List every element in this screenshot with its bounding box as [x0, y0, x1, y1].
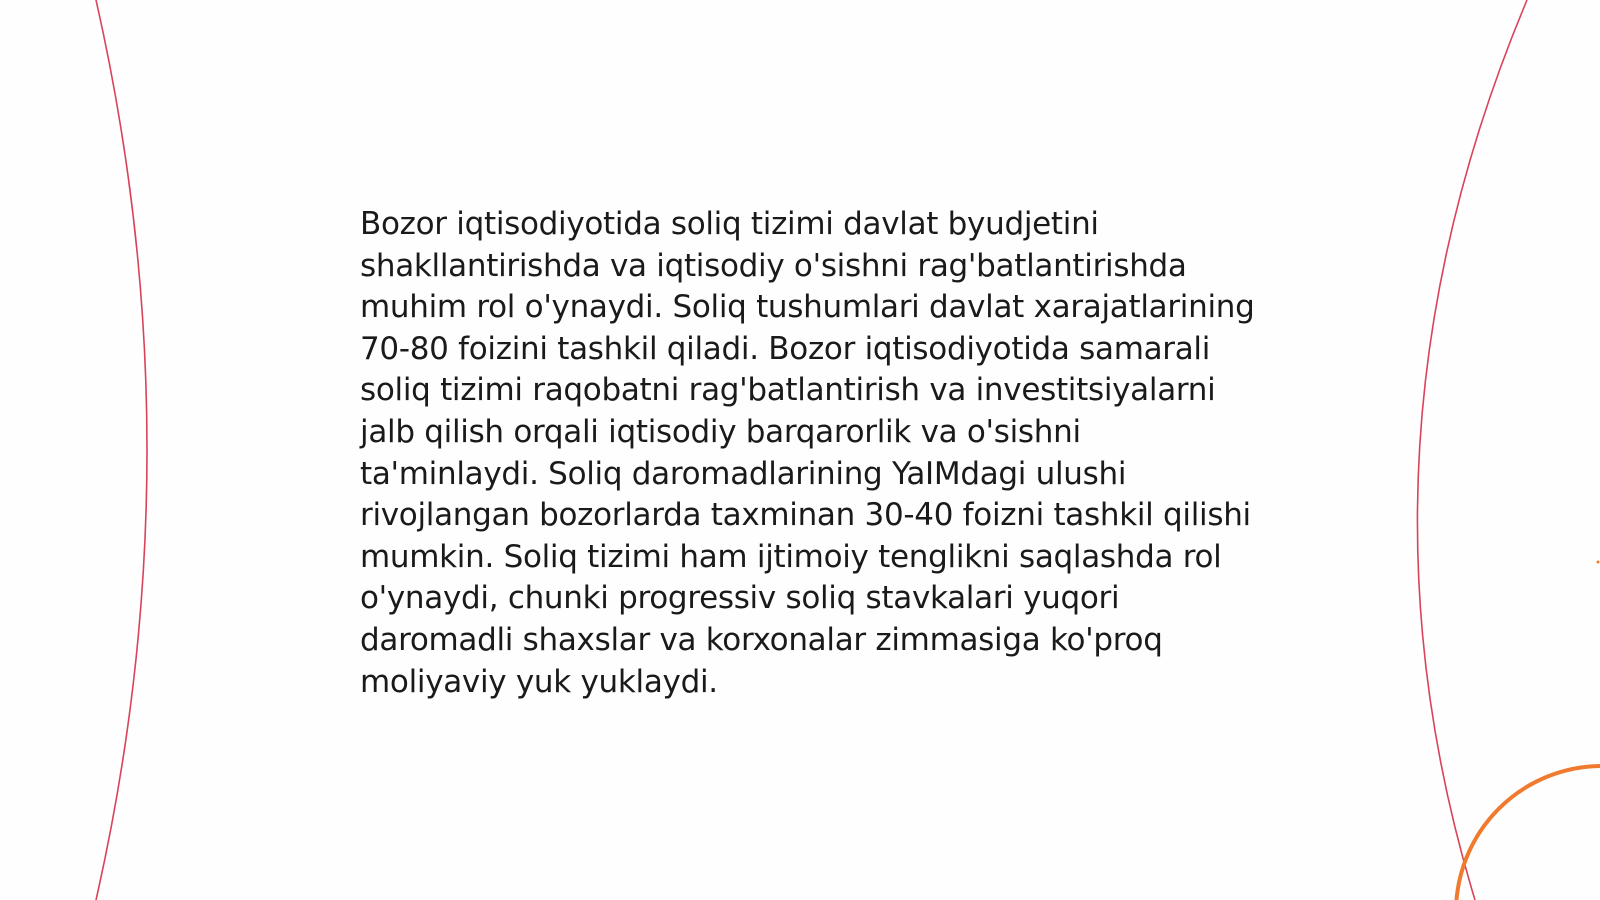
accent-arc: [1456, 766, 1600, 900]
accent-dot: [1597, 561, 1600, 564]
left-curve: [96, 0, 147, 900]
right-curve: [1417, 0, 1527, 900]
body-paragraph: Bozor iqtisodiyotida soliq tizimi davlat byudjetini shakllantirishda va iqtisodiy o'sishni rag'batlantirishda muhim rol o'ynaydi. Soliq tushumlari davlat xarajatlarining 70-80 foizini tashkil qiladi. Bozor iqtisodiyotida samarali soliq tizimi raqobatni rag'batlantirish va investitsiyalarni jalb qilish orqali iqtisodiy barqarorlik va o'sishni ta'minlaydi. Soliq daromadlarining YaIMdagi ulushi rivojlangan bozorlarda taxminan 30-40 foizni tashkil qilishi mumkin. Soliq tizimi ham ijtimoiy tenglikni saqlashda rol o'ynaydi, chunki progressiv soliq stavkalari yuqori daromadli shaxslar va korxonalar zimmasiga ko'proq moliyaviy yuk yuklaydi.: [360, 206, 1255, 700]
